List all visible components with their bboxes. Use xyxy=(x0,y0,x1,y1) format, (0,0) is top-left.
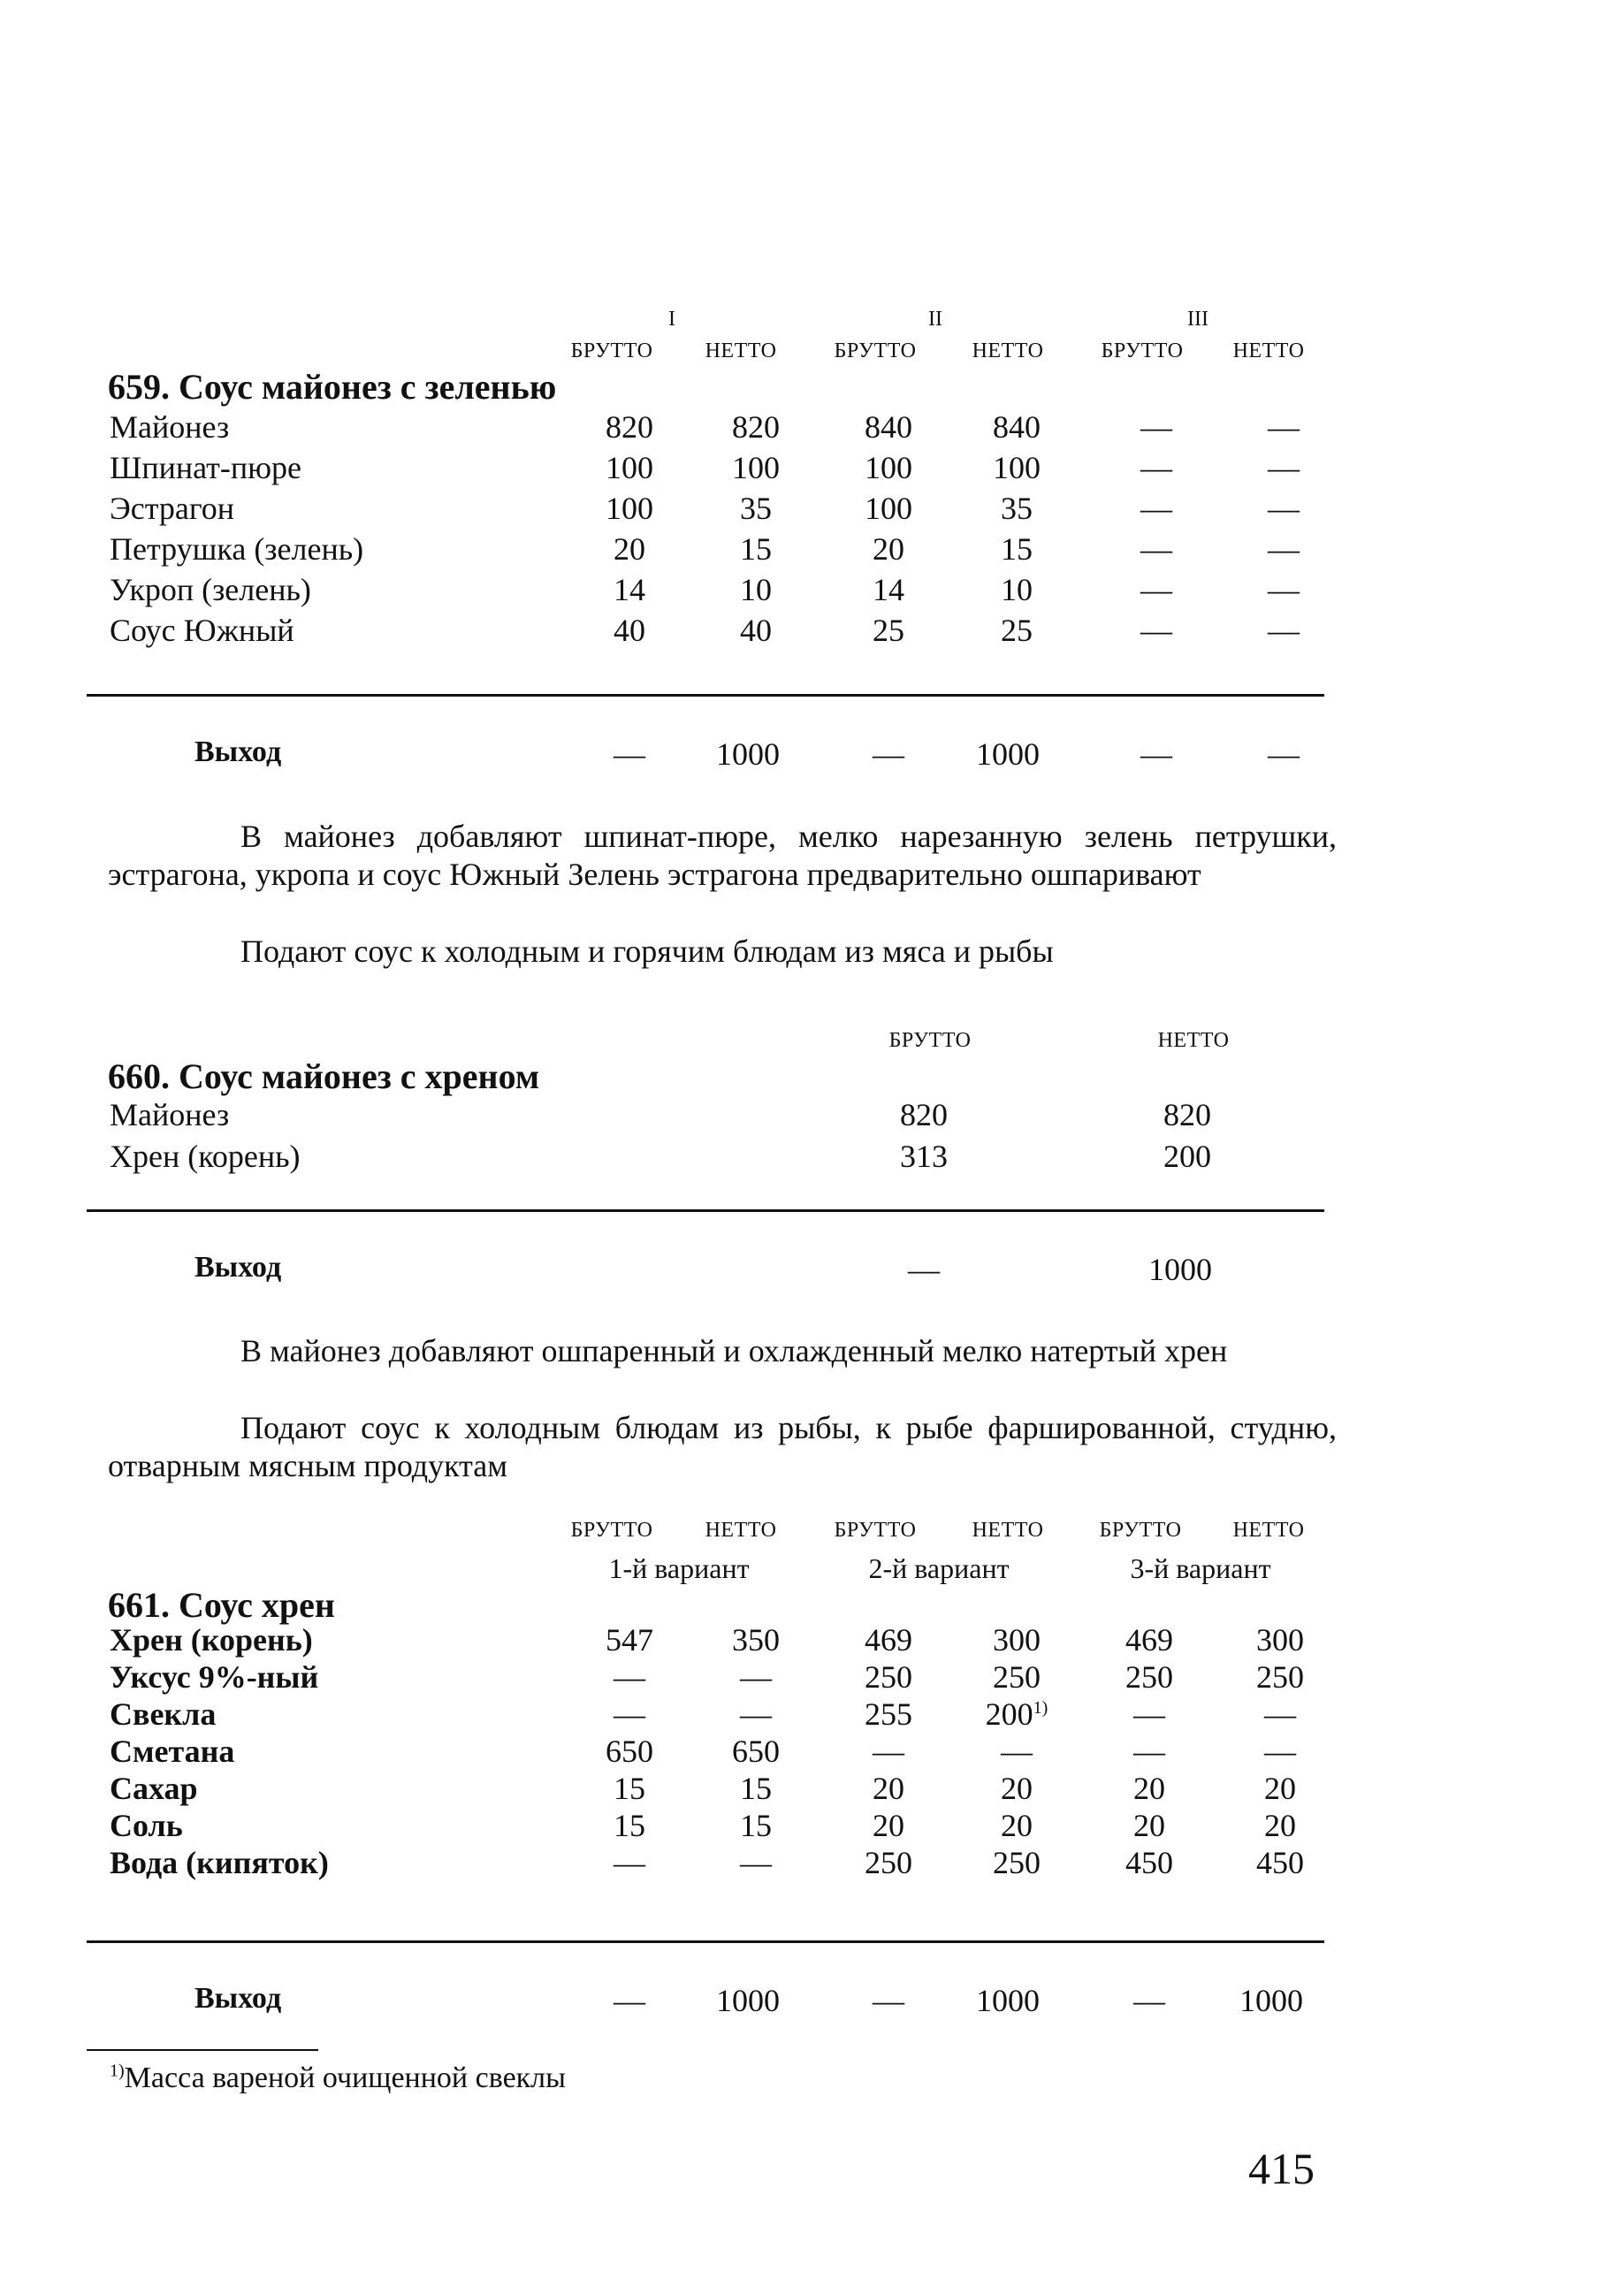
cell-value: 100 xyxy=(606,450,653,485)
cell-value: 450 xyxy=(1125,1845,1173,1880)
roman-iii: III xyxy=(1187,308,1208,331)
cell-value: 250 xyxy=(865,1845,912,1880)
yield-value: 1000 xyxy=(1148,1252,1212,1287)
cell-value: 820 xyxy=(732,409,780,445)
footnote-marker: 1) xyxy=(1033,1698,1048,1718)
cell-value: 15 xyxy=(1001,531,1033,567)
col-header: НЕТТО xyxy=(705,339,777,362)
cell-value: — xyxy=(1140,572,1172,607)
yield-value: 1000 xyxy=(976,1983,1040,2018)
cell-value: 100 xyxy=(606,491,653,526)
cell-value: 100 xyxy=(865,491,912,526)
cell-value: — xyxy=(740,1845,772,1880)
cell-value: 840 xyxy=(865,409,912,445)
col-header: НЕТТО xyxy=(1232,1519,1305,1542)
cell-value: 20 xyxy=(1133,1808,1165,1843)
footnote-rule xyxy=(87,2049,318,2051)
cell-value: 313 xyxy=(900,1139,948,1174)
yield-label: Выход xyxy=(194,1982,282,2015)
cell-value: 20 xyxy=(873,1771,904,1806)
cell-value: 820 xyxy=(1163,1097,1211,1132)
ingredient-name: Шпинат-пюре xyxy=(110,450,302,485)
cell-value: 15 xyxy=(740,1771,772,1806)
cell-value: — xyxy=(1268,409,1300,445)
cell-value: 40 xyxy=(740,613,772,648)
ingredient-name: Уксус 9%-ный xyxy=(110,1659,319,1695)
cell-value: 20 xyxy=(1001,1771,1033,1806)
recipe-title: 660. Соус майонез с хреном xyxy=(108,1056,540,1096)
cell-value: 250 xyxy=(1256,1659,1304,1695)
yield-value: — xyxy=(1140,736,1172,772)
recipe-title: 659. Соус майонез с зеленью xyxy=(108,367,557,407)
yield-value: — xyxy=(1268,736,1300,772)
cell-value: 14 xyxy=(873,572,904,607)
cell-value: 20 xyxy=(1264,1808,1296,1843)
footnote-text: Масса вареной очищенной свеклы xyxy=(124,2062,566,2094)
cell-value: 350 xyxy=(732,1622,780,1658)
cell-value: 469 xyxy=(865,1622,912,1658)
cell-value: 100 xyxy=(732,450,780,485)
yield-label: Выход xyxy=(194,1251,282,1284)
cell-value: — xyxy=(1140,450,1172,485)
ingredient-name: Сахар xyxy=(110,1771,198,1806)
col-header: БРУТТО xyxy=(570,339,653,362)
yield-value: — xyxy=(1133,1983,1165,2018)
preparation-text: В майонез добавляют шпинат-пюре, мелко нарезанную зелень петрушки, эстрагона, укропа и соус Южный Зелень эстрагона предварительно ошпаривают xyxy=(108,819,1337,892)
ingredient-name: Эстрагон xyxy=(110,491,235,526)
ingredient-name: Сметана xyxy=(110,1734,235,1769)
cell-value: 650 xyxy=(732,1734,780,1769)
yield-value: 1000 xyxy=(716,736,780,772)
cell-value: 820 xyxy=(606,409,653,445)
cell-value: 650 xyxy=(606,1734,653,1769)
cell-value: — xyxy=(740,1696,772,1732)
col-header: НЕТТО xyxy=(1157,1029,1230,1052)
serving-text: Подают соус к холодным блюдам из рыбы, к рыбе фаршированной, студню, отварным мясным продуктам xyxy=(108,1410,1337,1483)
cell-value: 250 xyxy=(865,1659,912,1695)
cell-value: — xyxy=(1140,491,1172,526)
yield-value: — xyxy=(614,736,645,772)
cell-value: — xyxy=(614,1696,645,1732)
cell-value: 10 xyxy=(740,572,772,607)
ingredient-name: Соус Южный xyxy=(110,613,294,648)
cell-value: 15 xyxy=(614,1808,645,1843)
cell-value: 20 xyxy=(1264,1771,1296,1806)
yield-value: 1000 xyxy=(1239,1983,1303,2018)
cell-value-with-footnote: 200$^{1)}$ xyxy=(985,1696,1048,1732)
cell-value: 14 xyxy=(614,572,645,607)
cell-value: — xyxy=(1268,572,1300,607)
cell-value: — xyxy=(614,1659,645,1695)
footnote xyxy=(110,2062,566,2095)
cell-value: — xyxy=(1133,1696,1165,1732)
cell-value: 20 xyxy=(873,1808,904,1843)
cell-value: 40 xyxy=(614,613,645,648)
cell-value: 820 xyxy=(900,1097,948,1132)
cell-value: 255 xyxy=(865,1696,912,1732)
cell-value: — xyxy=(614,1845,645,1880)
cell-value: 25 xyxy=(873,613,904,648)
cell-value: 200 xyxy=(1163,1139,1211,1174)
footnote-mark: 1) xyxy=(110,2061,125,2081)
col-header: НЕТТО xyxy=(972,1519,1044,1542)
roman-i: I xyxy=(668,308,675,331)
variant-label: 2-й вариант xyxy=(868,1552,1010,1584)
preparation-text: В майонез добавляют ошпаренный и охлажденный мелко натертый хрен xyxy=(240,1333,1228,1368)
variant-label: 1-й вариант xyxy=(608,1552,750,1584)
serving-text: Подают соус к холодным и горячим блюдам из мяса и рыбы xyxy=(240,934,1054,969)
cell-value: 100 xyxy=(865,450,912,485)
cell-value: 100 xyxy=(993,450,1041,485)
cell-value: 20 xyxy=(1001,1808,1033,1843)
yield-label: Выход xyxy=(194,736,282,768)
yield-value: — xyxy=(873,736,904,772)
ingredient-name: Хрен (корень) xyxy=(110,1139,301,1174)
ingredient-name: Майонез xyxy=(110,1097,230,1132)
ingredient-name: Петрушка (зелень) xyxy=(110,531,364,567)
cell-value: 250 xyxy=(993,1659,1041,1695)
cell-value: — xyxy=(740,1659,772,1695)
col-header: БРУТТО xyxy=(888,1029,972,1052)
cell-value: 450 xyxy=(1256,1845,1304,1880)
table-rule xyxy=(87,1940,1324,1943)
yield-value: 1000 xyxy=(716,1983,780,2018)
table-rule xyxy=(87,1209,1324,1212)
ingredient-name: Свекла xyxy=(110,1696,217,1732)
cell-value: 300 xyxy=(1256,1622,1304,1658)
cell-value: — xyxy=(1140,613,1172,648)
col-header: БРУТТО xyxy=(1101,339,1184,362)
ingredient-name: Соль xyxy=(110,1808,183,1843)
ingredient-name: Укроп (зелень) xyxy=(110,572,311,607)
col-header: БРУТТО xyxy=(570,1519,653,1542)
cell-value: — xyxy=(1140,409,1172,445)
cell-value: 20 xyxy=(873,531,904,567)
col-header: БРУТТО xyxy=(1099,1519,1182,1542)
cell-value: — xyxy=(1264,1696,1296,1732)
cell-value: 15 xyxy=(614,1771,645,1806)
ingredient-name: Майонез xyxy=(110,409,230,445)
cell-value: — xyxy=(1268,450,1300,485)
cell-value: 10 xyxy=(1001,572,1033,607)
cell-value: 250 xyxy=(1125,1659,1173,1695)
cell-value: 469 xyxy=(1125,1622,1173,1658)
col-header: НЕТТО xyxy=(705,1519,777,1542)
yield-value: — xyxy=(614,1983,645,2018)
cell-value: — xyxy=(873,1734,904,1769)
cell-value: 300 xyxy=(993,1622,1041,1658)
ingredient-name: Вода (кипяток) xyxy=(110,1845,329,1880)
recipe-title: 661. Соус хрен xyxy=(108,1585,335,1625)
cell-value: 15 xyxy=(740,531,772,567)
ingredient-name: Хрен (корень) xyxy=(110,1622,313,1658)
col-header: БРУТТО xyxy=(834,1519,917,1542)
cell-value: — xyxy=(1268,491,1300,526)
cell-value: — xyxy=(1268,531,1300,567)
cell-value: 35 xyxy=(740,491,772,526)
cell-value: — xyxy=(1268,613,1300,648)
yield-value: 1000 xyxy=(976,736,1040,772)
cell-value: 25 xyxy=(1001,613,1033,648)
yield-value: — xyxy=(908,1252,940,1287)
page-number: 415 xyxy=(1248,2144,1315,2193)
cell-value: 840 xyxy=(993,409,1041,445)
roman-ii: II xyxy=(928,308,942,331)
col-header: БРУТТО xyxy=(834,339,917,362)
col-header: НЕТТО xyxy=(972,339,1044,362)
cell-value: — xyxy=(1140,531,1172,567)
cell-value: — xyxy=(1001,1734,1033,1769)
yield-value: — xyxy=(873,1983,904,2018)
cell-value: 15 xyxy=(740,1808,772,1843)
variant-label: 3-й вариант xyxy=(1130,1552,1271,1584)
cell-value: 35 xyxy=(1001,491,1033,526)
cell-value: 20 xyxy=(1133,1771,1165,1806)
cell-value: — xyxy=(1133,1734,1165,1769)
cell-value: 250 xyxy=(993,1845,1041,1880)
cell-value: 547 xyxy=(606,1622,653,1658)
cell-value: — xyxy=(1264,1734,1296,1769)
table-rule xyxy=(87,694,1324,697)
cell-value: 20 xyxy=(614,531,645,567)
col-header: НЕТТО xyxy=(1232,339,1305,362)
